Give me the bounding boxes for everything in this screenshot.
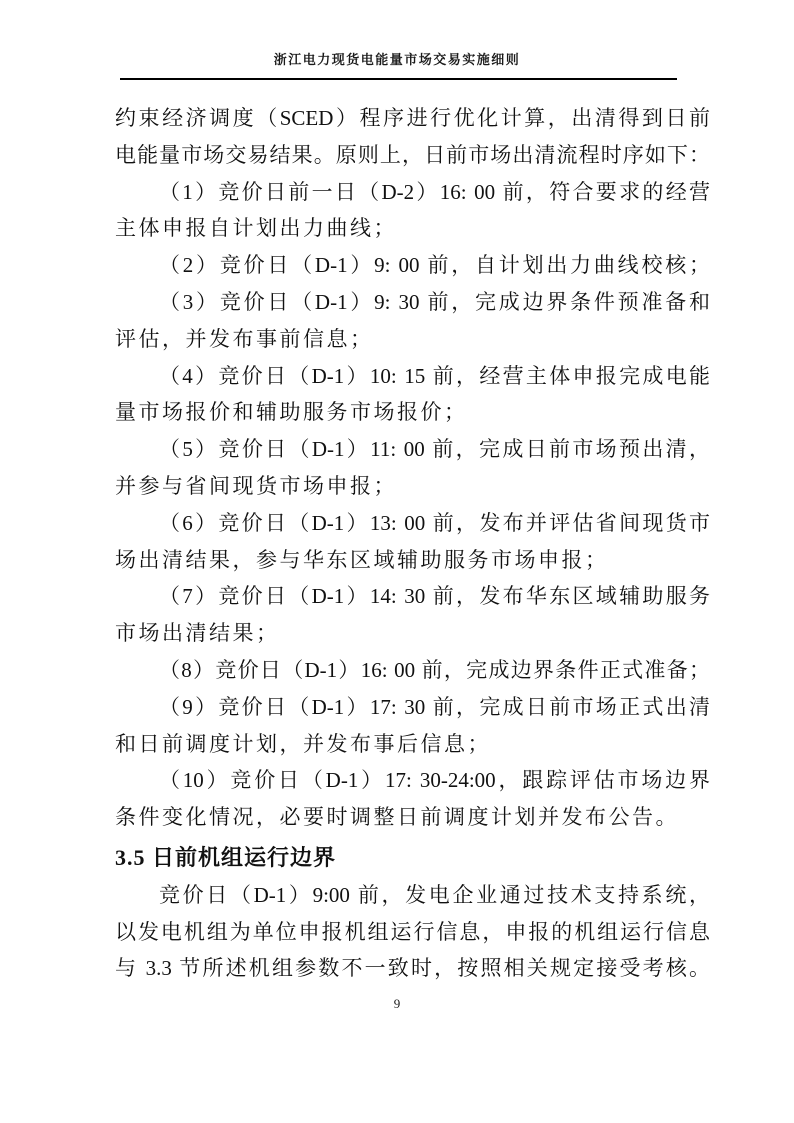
paragraph bbox=[115, 578, 710, 652]
text-line: 量市场报价和辅助服务市场报价； bbox=[115, 400, 468, 425]
text-line: 条件变化情况，必要时调整日前调度计划并发布公告。 bbox=[115, 805, 679, 830]
paragraph bbox=[115, 431, 710, 505]
text-line: （2）竞价日（D-1）9: 00 前，自计划出力曲线校核； bbox=[159, 253, 710, 278]
text-line: 评估，并发布事前信息； bbox=[115, 326, 374, 351]
page-header-title: 浙江电力现货电能量市场交易实施细则 bbox=[273, 52, 521, 67]
paragraph bbox=[115, 358, 710, 432]
text-line: 并参与省间现货市场申报； bbox=[115, 473, 397, 498]
page-number: 9 bbox=[393, 996, 401, 1011]
paragraph bbox=[115, 174, 710, 248]
section-heading bbox=[115, 840, 710, 877]
text-line: （10）竞价日（D-1）17: 30-24:00，跟踪评估市场边界 bbox=[159, 768, 710, 793]
text-line: 竞价日（D-1）9:00 前，发电企业通过技术支持系统， bbox=[159, 882, 710, 907]
paragraph bbox=[115, 284, 710, 358]
paragraph bbox=[115, 689, 710, 763]
text-line: 主体申报自计划出力曲线； bbox=[115, 216, 397, 241]
text-line: 电能量市场交易结果。原则上，日前市场出清流程时序如下： bbox=[115, 142, 710, 167]
text-line: 和日前调度计划，并发布事后信息； bbox=[115, 731, 491, 756]
paragraph bbox=[115, 652, 710, 689]
text-line: （7）竞价日（D-1）14: 30 前，发布华东区域辅助服务 bbox=[159, 584, 710, 609]
text-line: （6）竞价日（D-1）13: 00 前，发布并评估省间现货市 bbox=[159, 510, 710, 535]
paragraph bbox=[115, 247, 710, 284]
text-line: 约束经济调度（SCED）程序进行优化计算，出清得到日前 bbox=[115, 106, 710, 130]
text-line: （4）竞价日（D-1）10: 15 前，经营主体申报完成电能 bbox=[159, 363, 710, 388]
paragraph bbox=[115, 505, 710, 579]
paragraph bbox=[115, 762, 710, 836]
text-line: （5）竞价日（D-1）11: 00 前，完成日前市场预出清， bbox=[159, 437, 710, 462]
text-line: 3.5 日前机组运行边界 bbox=[115, 844, 337, 870]
header-rule bbox=[120, 78, 677, 80]
text-line: 市场出清结果； bbox=[115, 621, 280, 646]
paragraph bbox=[115, 100, 710, 174]
paragraph bbox=[115, 877, 710, 987]
text-line: （1）竞价日前一日（D-2）16: 00 前，符合要求的经营 bbox=[159, 179, 710, 204]
text-line: （3）竞价日（D-1）9: 30 前，完成边界条件预准备和 bbox=[159, 289, 710, 314]
document-body bbox=[115, 100, 710, 987]
text-line: （8）竞价日（D-1）16: 00 前，完成边界条件正式准备； bbox=[159, 657, 710, 682]
text-line: 场出清结果，参与华东区域辅助服务市场申报； bbox=[115, 547, 609, 572]
text-line: 以发电机组为单位申报机组运行信息，申报的机组运行信息 bbox=[115, 919, 710, 944]
text-line: （9）竞价日（D-1）17: 30 前，完成日前市场正式出清 bbox=[159, 694, 710, 719]
text-line: 与 3.3 节所述机组参数不一致时，按照相关规定接受考核。 bbox=[115, 956, 710, 981]
